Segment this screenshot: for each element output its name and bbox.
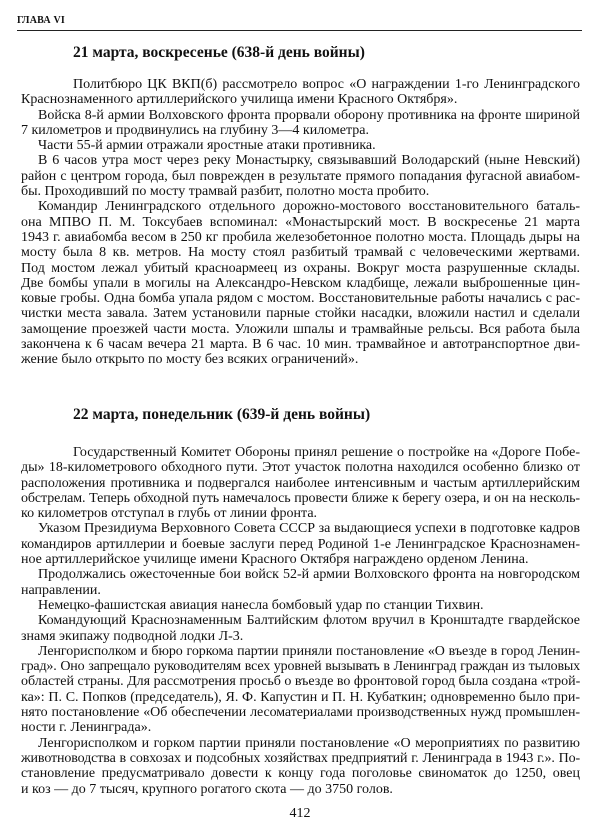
text-line: знамя экипажу подводной лодки Л-3.: [21, 628, 244, 644]
text-line: Две бомбы упали в могилы на Александро-Невском кладбище, лежали выброшенные цин-: [21, 275, 580, 291]
running-head: ГЛАВА VI: [17, 15, 66, 26]
paragraph: [21, 521, 580, 567]
text-line: град». Оно запрещало руководителям всех уровней вызывать в Ленинград граждан из тыловых: [21, 659, 580, 675]
text-line: Ленгорисполком и бюро горкома партии приняли постановление «О въезде в город Ленин-: [38, 643, 580, 659]
text-line: обстрелам. Теперь обходной путь намечалось провести ближе к берегу озера, и он на несколь-: [21, 490, 580, 506]
paragraph: [21, 644, 580, 736]
text-line: Краснознаменного артиллерийского училища имени Красного Октября».: [21, 92, 458, 108]
text-line: и коз — до 7 тысяч, крупного рогатого скота — до 3750 голов.: [21, 781, 393, 797]
text-line: 7 километров и продвинулись на глубину 3—4 километра.: [21, 122, 369, 138]
text-line: 1943 г. авиабомба весом в 250 кг пробила железобетонное полотно моста. Площадь дыры на: [21, 229, 580, 245]
paragraph: [21, 153, 580, 199]
text-line: она МПВО П. М. Токсубаев вспоминал: «Монастырский мост. В воскресенье 21 марта: [21, 214, 580, 230]
text-line: ное артиллерийское училище имени Красного Октября награждено орденом Ленина.: [21, 552, 529, 568]
paragraph: [21, 567, 580, 598]
text-line: направлении.: [21, 582, 101, 598]
section-body-march-21: [21, 77, 580, 368]
text-line: жение было открыто по мосту без всяких ограничений».: [21, 352, 359, 368]
section-body-march-22: [21, 445, 580, 797]
text-line: ности г. Ленинграда».: [21, 720, 152, 736]
text-line: Командующий Краснознаменным Балтийским флотом вручил в Кронштадте гвардейское: [38, 613, 580, 629]
text-line: ковые гробы. Одна бомба упала рядом с мостом. Восстановительные работы начались с рас-: [21, 291, 580, 307]
text-line: Войска 8-й армии Волховского фронта прорвали оборону противника на фронте шириной: [38, 107, 580, 123]
header-rule: [17, 30, 582, 31]
text-line: район с центром города, был поврежден в результате прямого попадания фугасной авиабом-: [21, 168, 580, 184]
text-line: замощение проезжей части моста. Уложили шпалы и трамвайные рельсы. Вся работа была: [21, 321, 580, 337]
section-heading-march-22: 22 марта, понедельник (639-й день войны): [73, 406, 371, 423]
text-line: Продолжались ожесточенные бои войск 52-й армии Волховского фронта на новгородском: [38, 567, 580, 583]
text-line: Немецко-фашистская авиация нанесла бомбовый удар по станции Тихвин.: [38, 597, 484, 613]
text-line: В 6 часов утра мост через реку Монастырку, связывавший Володарский (ныне Невский): [38, 153, 580, 169]
text-line: закончена к 6 часам вечера 21 марта. В 6 час. 10 мин. трамвайное и автотранспортное дви-: [21, 337, 580, 353]
text-line: чистки места завала. Затем установили парные стойки насадки, вложили настил и сделали: [21, 306, 580, 322]
paragraph: [21, 77, 580, 108]
paragraph: [21, 598, 580, 613]
text-line: Ленгорисполком и горком партии приняли постановление «О мероприятиях по развитию: [38, 735, 580, 751]
text-line: становление предусматривало довести к концу года поголовье свиноматок до 1250, овец: [21, 766, 580, 782]
text-line: командиров артиллерии и боевые заслуги перед Родиной 1-е Ленинградское Краснознамен-: [21, 536, 580, 552]
paragraph: [21, 736, 580, 797]
text-line: областей страны. Для рассмотрения просьб о въезде во фронтовой город была создана «трой-: [21, 674, 581, 690]
text-line: Части 55-й армии отражали яростные атаки противника.: [38, 138, 376, 154]
paragraph: [21, 613, 580, 644]
text-line: бы. Проходивший по мосту трамвай разбит, полотно моста пробито.: [21, 184, 430, 200]
section-heading-march-21: 21 марта, воскресенье (638-й день войны): [73, 44, 365, 61]
text-line: Политбюро ЦК ВКП(б) рассмотрело вопрос «О награждении 1-го Ленинградского: [73, 77, 580, 92]
text-line: Под мостом лежал убитый красноармеец из охраны. Вокруг моста разрушенные склады.: [21, 260, 580, 276]
text-line: ка»: П. С. Попков (председатель), Я. Ф. Капустин и П. Н. Кубаткин; одновременно было при-: [21, 689, 580, 705]
paragraph: [21, 199, 580, 367]
text-line: Указом Президиума Верховного Совета СССР за выдающиеся успехи в подготовке кадров: [38, 521, 580, 537]
paragraph: [21, 445, 580, 521]
page-number: 412: [289, 806, 311, 821]
text-line: Командир Ленинградского отдельного дорожно-мостового восстановительного баталь-: [38, 199, 580, 215]
text-line: расположения противника и подвергался наиболее интенсивным и частым артиллерийским: [21, 475, 580, 491]
text-line: Государственный Комитет Обороны принял решение о постройке на «Дороге Побе-: [73, 445, 580, 460]
paragraph: [21, 108, 580, 139]
text-line: нято постановление «Об обеспечении лесоматериалами производственных нужд промышлен-: [21, 705, 580, 721]
text-line: ды» 18-километрового обходного пути. Этот участок полотна находился особенно близко от: [21, 460, 580, 476]
paragraph: [21, 138, 580, 153]
text-line: животноводства в совхозах и подсобных хозяйствах предприятий г. Ленинграда в 1943 г.». По-: [21, 750, 580, 766]
text-line: мосту была 8 кв. метров. На мосту стоял разбитый трамвай с человеческими жертвами.: [21, 245, 580, 261]
text-line: ко километров отступал в глубь от линии фронта.: [21, 506, 318, 522]
